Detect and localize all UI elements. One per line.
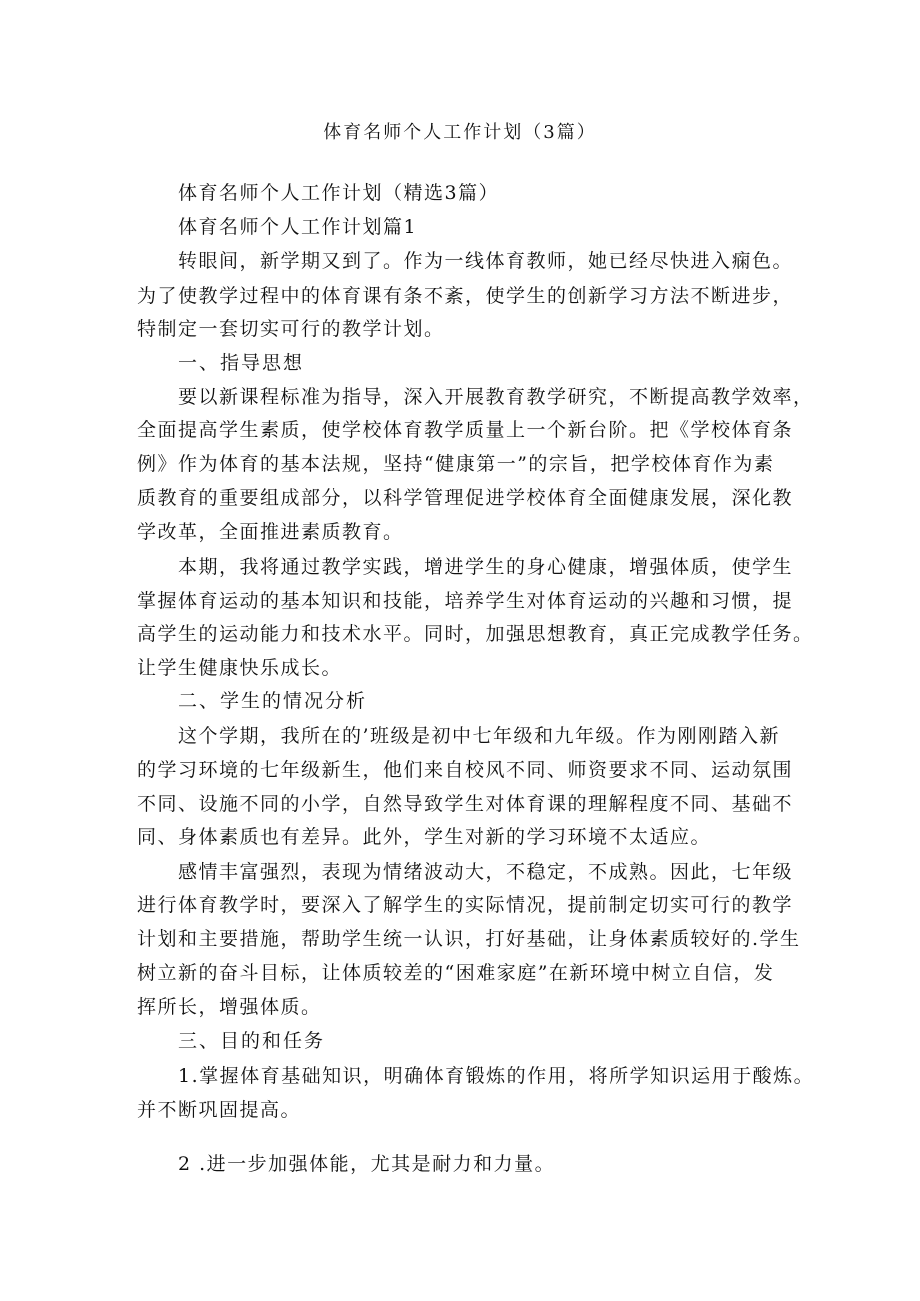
paragraph-line: 质教育的重要组成部分，以科学管理促进学校体育全面健康发展，深化教 (137, 487, 794, 509)
paragraph-line: 这个学期，我所在的’班级是初中七年级和九年级。作为刚刚踏入新 (178, 725, 781, 747)
paragraph-line: 掌握体育运动的基本知识和技能，培养学生对体育运动的兴趣和习惯，提 (137, 590, 794, 612)
list-item-1: 1.掌握体育基础知识，明确体育锻炼的作用，将所学知识运用于酸炼。 (178, 1065, 815, 1087)
subtitle: 体育名师个人工作计划（精选3篇） (178, 182, 500, 204)
paragraph-line: 同、身体素质也有差异。此外，学生对新的学习环境不太适应。 (137, 826, 712, 848)
paragraph-line: 特制定一套切实可行的教学计划。 (137, 318, 445, 340)
paragraph-line: 不同、设施不同的小学，自然导致学生对体育课的理解程度不同、基础不 (137, 793, 794, 815)
heading-goals-and-tasks: 三、目的和任务 (178, 1030, 326, 1052)
paragraph-line: 为了使教学过程中的体育课有条不紊，使学生的创新学习方法不断进步， (137, 285, 794, 307)
document-title: 体育名师个人工作计划（3篇） (323, 122, 597, 143)
paragraph-line: 高学生的运动能力和技术水平。同时，加强思想教育，真正完成教学任务。 (137, 623, 814, 645)
paragraph-line: 感情丰富强烈，表现为情绪波动大，不稳定，不成熟。因此，七年级 (178, 861, 794, 883)
list-item-2: 2 .进一步加强体能，尤其是耐力和力量。 (178, 1153, 556, 1175)
paragraph-line: 的学习环境的七年级新生，他们来自校风不同、师资要求不同、运动氛围 (137, 759, 794, 781)
paragraph-line: 计划和主要措施，帮助学生统一认识，打好基础，让身体素质较好的.学生 (137, 928, 801, 950)
list-item-1-continuation: 并不断巩固提高。 (137, 1099, 302, 1121)
paragraph-line: 进行体育教学时，要深入了解学生的实际情况，提前制定切实可行的教学 (137, 894, 794, 916)
paragraph-line: 全面提高学生素质，使学校体育教学质量上一个新台阶。把《学校体育条 (137, 419, 794, 441)
heading-student-analysis: 二、学生的情况分析 (178, 690, 368, 712)
paragraph-line: 学改革，全面推进素质教育。 (137, 521, 404, 543)
heading-guiding-ideology: 一、指导思想 (178, 352, 305, 374)
section-title-part1: 体育名师个人工作计划篇1 (178, 216, 418, 238)
paragraph-line: 本期，我将通过教学实践，增进学生的身心健康，增强体质，使学生 (178, 556, 794, 578)
paragraph-line: 例》作为体育的基本法规，坚持“健康第一”的宗旨，把学校体育作为素 (137, 453, 775, 475)
paragraph-line: 要以新课程标准为指导，深入开展教育教学研究，不断提高教学效率， (178, 386, 814, 408)
paragraph-line: 树立新的奋斗目标，让体质较差的“困难家庭”在新环境中树立自信，发 (137, 962, 775, 984)
paragraph-line: 让学生健康快乐成长。 (137, 657, 343, 679)
paragraph-line: 挥所长，增强体质。 (137, 996, 322, 1018)
paragraph-line: 转眼间，新学期又到了。作为一线体育教师，她已经尽快进入痫色。 (178, 250, 794, 272)
